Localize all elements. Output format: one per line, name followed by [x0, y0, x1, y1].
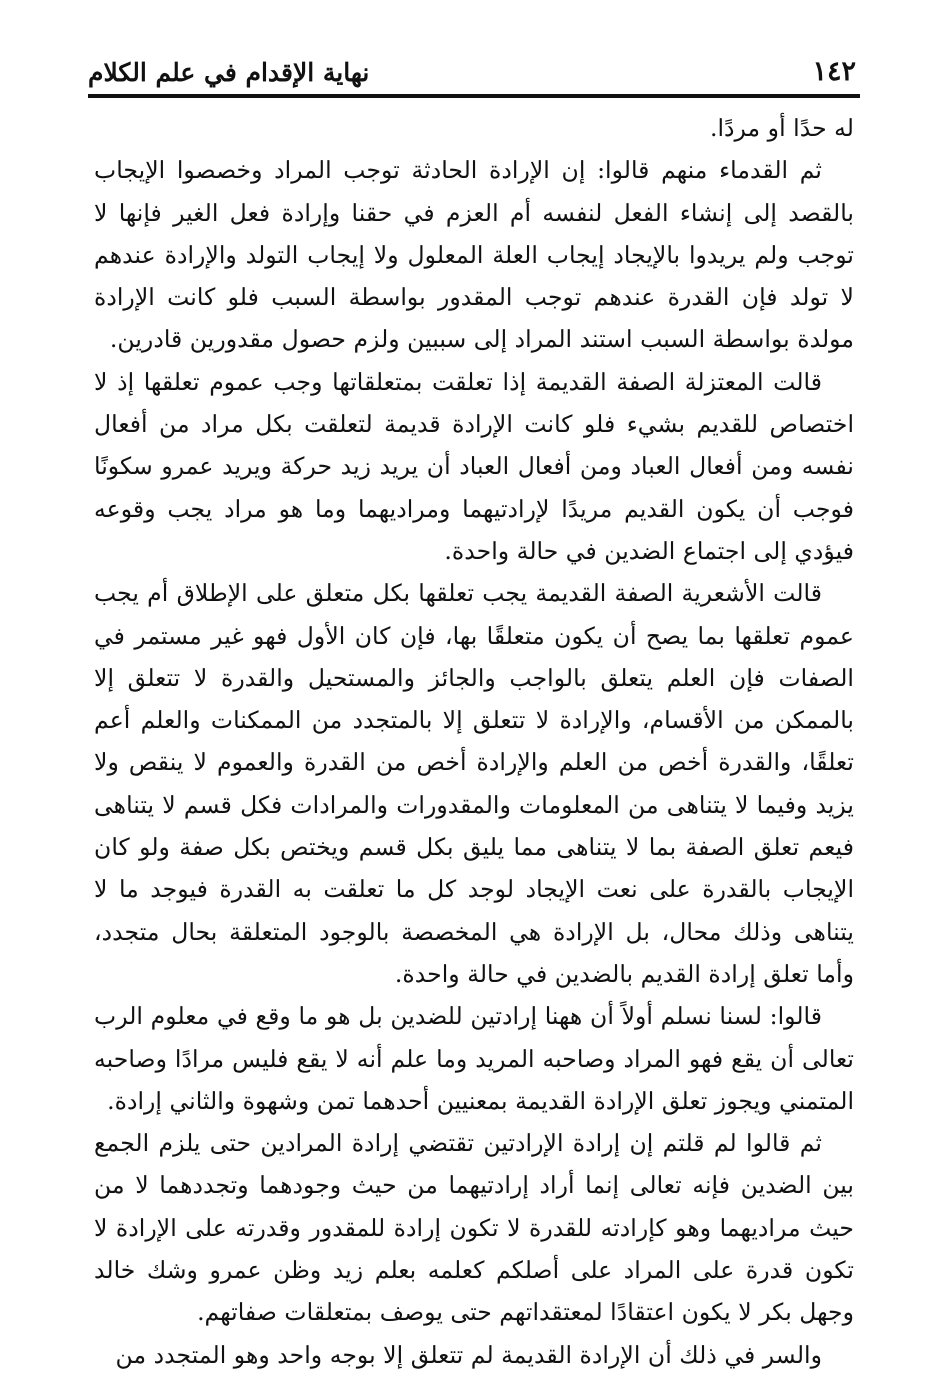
page-number: ١٤٢	[812, 56, 856, 87]
running-header	[88, 54, 860, 94]
paragraph: ثم القدماء منهم قالوا: إن الإرادة الحادثة توجب المراد وخصصوا الإيجاب بالقصد إلى إنشاء الفعل لنفسه أم العزم في حقنا وإرادة فعل الغير فإنها لا توجب ولم يريدوا بالإيجاد إيجاب العلة المعلول ولا إيجاب التولد والإرادة عندهم لا تولد فإن القدرة عندهم توجب المقدور بواسطة السبب فلو كانت الإرادة مولدة بواسطة السبب استند المراد إلى سببين ولزم حصول مقدورين قادرين.	[94, 156, 854, 354]
paragraph: قالوا: لسنا نسلم أولاً أن ههنا إرادتين للضدين بل هو ما وقع في معلوم الرب تعالى أن يقع فهو المراد وصاحبه المريد وما علم أنه لا يقع فليس مرادًا وصاحبه المتمني ويجوز تعلق الإرادة القديمة بمعنيين أحدهما تمن وشهوة والثاني إرادة.	[94, 1002, 854, 1115]
book-title: نهاية الإقدام في علم الكلام	[88, 58, 370, 87]
paragraph: ثم قالوا لم قلتم إن إرادة الإرادتين تقتضي إرادة المرادين حتى يلزم الجمع بين الضدين فإنه تعالى إنما أراد إرادتيهما من حيث وجودهما وتجددهما لا من حيث مراديهما وهو كإرادته للقدرة لا تكون إرادة للمقدور وقدرته على الإرادة لا تكون قدرة على المراد على أصلكم كعلمه بعلم زيد وظن عمرو وشك خالد وجهل بكر لا يكون اعتقادًا لمعتقداتهم حتى يوصف بمتعلقات صفاتهم.	[94, 1129, 854, 1327]
paragraph: قالت الأشعرية الصفة القديمة يجب تعلقها بكل متعلق على الإطلاق أم يجب عموم تعلقها بما يصح أن يكون متعلقًا بها، فإن كان الأول فهو غير مستمر في الصفات فإن العلم يتعلق بالواجب والجائز والمستحيل والقدرة لا تتعلق إلا بالممكن من الأقسام، والإرادة لا تتعلق إلا بالمتجدد من الممكنات والعلم أعم تعلقًا، والقدرة أخص من العلم والإرادة أخص من القدرة والعموم لا ينقص ولا يزيد وفيما لا يتناهى من المعلومات والمقدورات والمرادات فكل قسم لا يتناهى فيعم تعلق الصفة بما لا يتناهى مما يليق بكل قسم ويختص بكل صفة ولو كان الإيجاب بالقدرة على نعت الإيجاد لوجد كل ما تعلقت به القدرة فيوجد ما لا يتناهى وذلك محال، بل الإرادة هي المخصصة بالوجود المتعلقة بحال متجدد، وأما تعلق إرادة القديم بالضدين في حالة واحدة.	[94, 579, 854, 988]
paragraph: قالت المعتزلة الصفة القديمة إذا تعلقت بمتعلقاتها وجب عموم تعلقها إذ لا اختصاص للقديم بشيء فلو كانت الإرادة قديمة لتعلقت بكل مراد من أفعال نفسه ومن أفعال العباد ومن أفعال العباد أن يريد زيد حركة ويريد عمرو سكونًا فوجب أن يكون القديم مريدًا لإرادتيهما ومراديهما وما هو مراد يجب وقوعه فيؤدي إلى اجتماع الضدين في حالة واحدة.	[94, 367, 854, 565]
header-divider	[88, 94, 860, 98]
paragraph: والسر في ذلك أن الإرادة القديمة لم تتعلق إلا بوجه واحد وهو المتجدد من	[115, 1340, 822, 1369]
body-text	[94, 107, 854, 1376]
paragraph: له حدًا أو مردًا.	[709, 114, 854, 142]
